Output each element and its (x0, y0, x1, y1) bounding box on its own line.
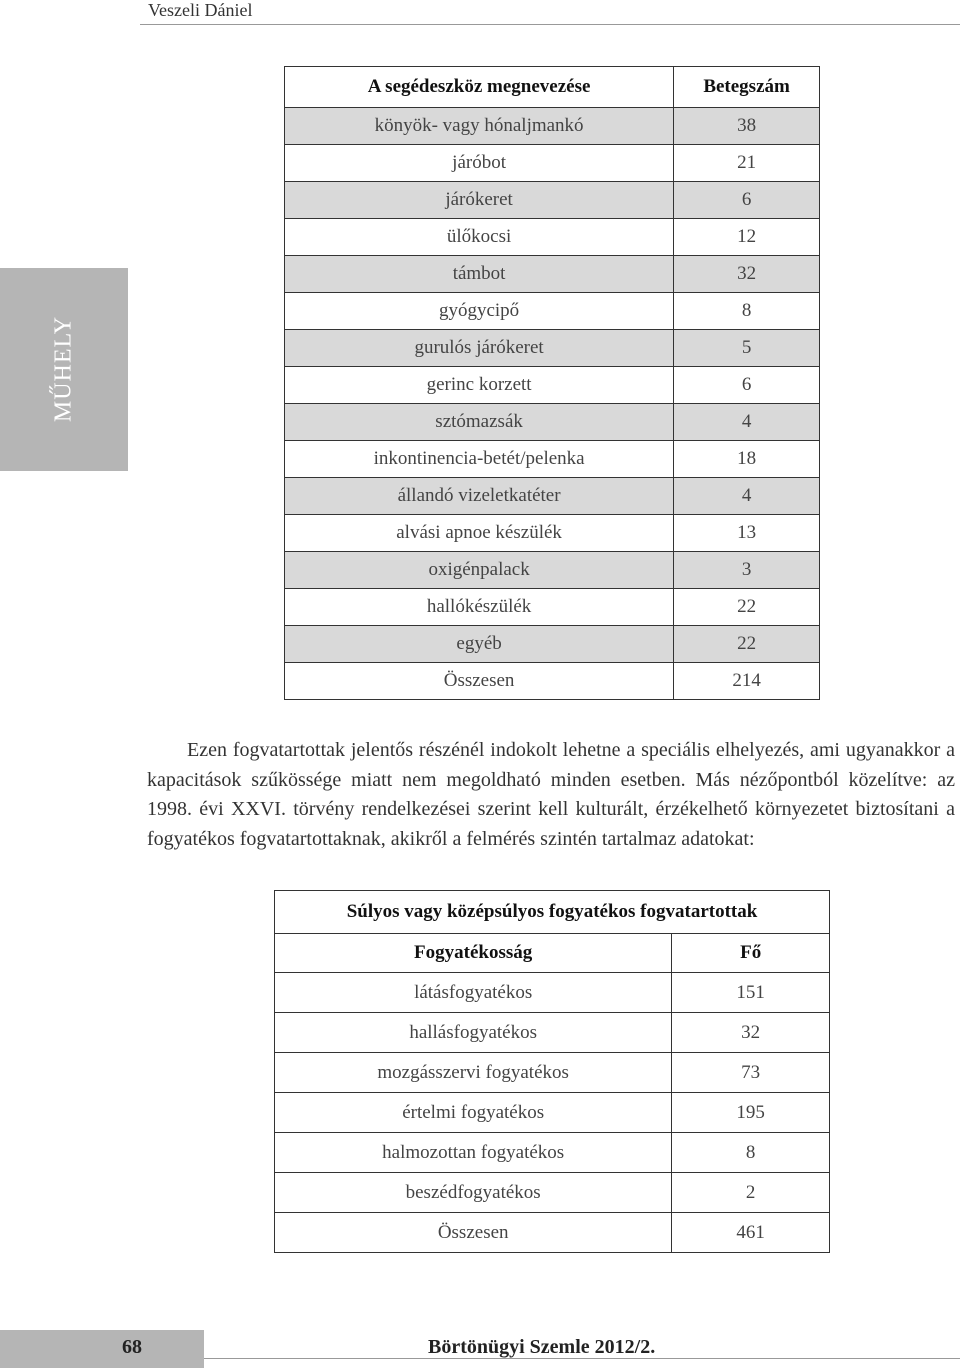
person-count-cell: 32 (672, 1013, 830, 1053)
table-row (285, 330, 820, 367)
disability-type-cell: beszédfogyatékos (275, 1173, 672, 1213)
section-label: MŰHELY (50, 315, 77, 423)
table-row (285, 441, 820, 478)
device-name-cell: gyógycipő (285, 293, 674, 330)
page-number: 68 (122, 1336, 142, 1358)
person-count-cell: 2 (672, 1173, 830, 1213)
person-count-cell: 195 (672, 1093, 830, 1133)
table-row (275, 1093, 830, 1133)
disability-type-cell: halmozottan fogyatékos (275, 1133, 672, 1173)
table-row (275, 1213, 830, 1253)
assistive-devices-table (284, 66, 820, 700)
header-divider (140, 24, 960, 25)
disability-table (274, 890, 830, 1253)
device-name-cell: könyök- vagy hónaljmankó (285, 108, 674, 145)
section-side-tab (0, 268, 128, 471)
device-name-cell: állandó vizeletkatéter (285, 478, 674, 515)
column-header-persons: Fő (672, 934, 830, 973)
table-row (275, 1133, 830, 1173)
device-name-cell: alvási apnoe készülék (285, 515, 674, 552)
person-count-cell: 461 (672, 1213, 830, 1253)
table-row (285, 663, 820, 700)
patient-count-cell: 32 (674, 256, 820, 293)
table-row (285, 589, 820, 626)
table-row (285, 145, 820, 182)
table-caption-row (275, 891, 830, 934)
patient-count-cell: 3 (674, 552, 820, 589)
page-number-box (0, 1330, 204, 1368)
device-name-cell: sztómazsák (285, 404, 674, 441)
person-count-cell: 8 (672, 1133, 830, 1173)
table-row (285, 108, 820, 145)
device-name-cell: hallókészülék (285, 589, 674, 626)
patient-count-cell: 18 (674, 441, 820, 478)
body-paragraph-text: Ezen fogvatartottak jelentős részénél indokolt lehetne a speciális elhelyezés, ami ugyanakkor a kapacitások szűkössége miatt nem megoldható minden esetben. Más nézőpontból közelítve: az 1998. évi XXVI. törvény rendelkezései szerint kell kulturált, érzékelhető környezetet biztosítani a fogyatékos fogvatartottaknak, akikről a felmérés szintén tartalmaz adatokat: (147, 739, 955, 850)
column-header-count: Betegszám (674, 67, 820, 108)
patient-count-cell: 4 (674, 404, 820, 441)
table-row (285, 478, 820, 515)
device-name-cell: ülőkocsi (285, 219, 674, 256)
device-name-cell: járókeret (285, 182, 674, 219)
patient-count-cell: 6 (674, 367, 820, 404)
table-header-row (275, 934, 830, 973)
table-row (275, 1053, 830, 1093)
table-row (275, 973, 830, 1013)
patient-count-cell: 8 (674, 293, 820, 330)
body-paragraph (147, 736, 955, 854)
table-row (275, 1013, 830, 1053)
column-header-device: A segédeszköz megnevezése (285, 67, 674, 108)
table-row (285, 182, 820, 219)
person-count-cell: 73 (672, 1053, 830, 1093)
device-name-cell: gerinc korzett (285, 367, 674, 404)
table-row (285, 256, 820, 293)
patient-count-cell: 13 (674, 515, 820, 552)
patient-count-cell: 38 (674, 108, 820, 145)
patient-count-cell: 4 (674, 478, 820, 515)
patient-count-cell: 5 (674, 330, 820, 367)
table-row (285, 293, 820, 330)
column-header-disability: Fogyatékosság (275, 934, 672, 973)
disability-type-cell: mozgásszervi fogyatékos (275, 1053, 672, 1093)
table-row (275, 1173, 830, 1213)
disability-type-cell: Összesen (275, 1213, 672, 1253)
device-name-cell: inkontinencia-betét/pelenka (285, 441, 674, 478)
table-row (285, 367, 820, 404)
patient-count-cell: 22 (674, 626, 820, 663)
table-row (285, 626, 820, 663)
device-name-cell: gurulós járókeret (285, 330, 674, 367)
table-caption: Súlyos vagy középsúlyos fogyatékos fogvatartottak (275, 891, 830, 934)
person-count-cell: 151 (672, 973, 830, 1013)
table-row (285, 515, 820, 552)
patient-count-cell: 214 (674, 663, 820, 700)
device-name-cell: egyéb (285, 626, 674, 663)
disability-type-cell: értelmi fogyatékos (275, 1093, 672, 1133)
patient-count-cell: 6 (674, 182, 820, 219)
journal-title: Börtönügyi Szemle 2012/2. (428, 1336, 656, 1358)
device-name-cell: járóbot (285, 145, 674, 182)
patient-count-cell: 21 (674, 145, 820, 182)
running-header-author: Veszeli Dániel (148, 0, 253, 20)
table-row (285, 219, 820, 256)
table-row (285, 552, 820, 589)
disability-type-cell: látásfogyatékos (275, 973, 672, 1013)
device-name-cell: oxigénpalack (285, 552, 674, 589)
table-row (285, 404, 820, 441)
disability-type-cell: hallásfogyatékos (275, 1013, 672, 1053)
patient-count-cell: 22 (674, 589, 820, 626)
patient-count-cell: 12 (674, 219, 820, 256)
device-name-cell: támbot (285, 256, 674, 293)
table-header-row (285, 67, 820, 108)
device-name-cell: Összesen (285, 663, 674, 700)
